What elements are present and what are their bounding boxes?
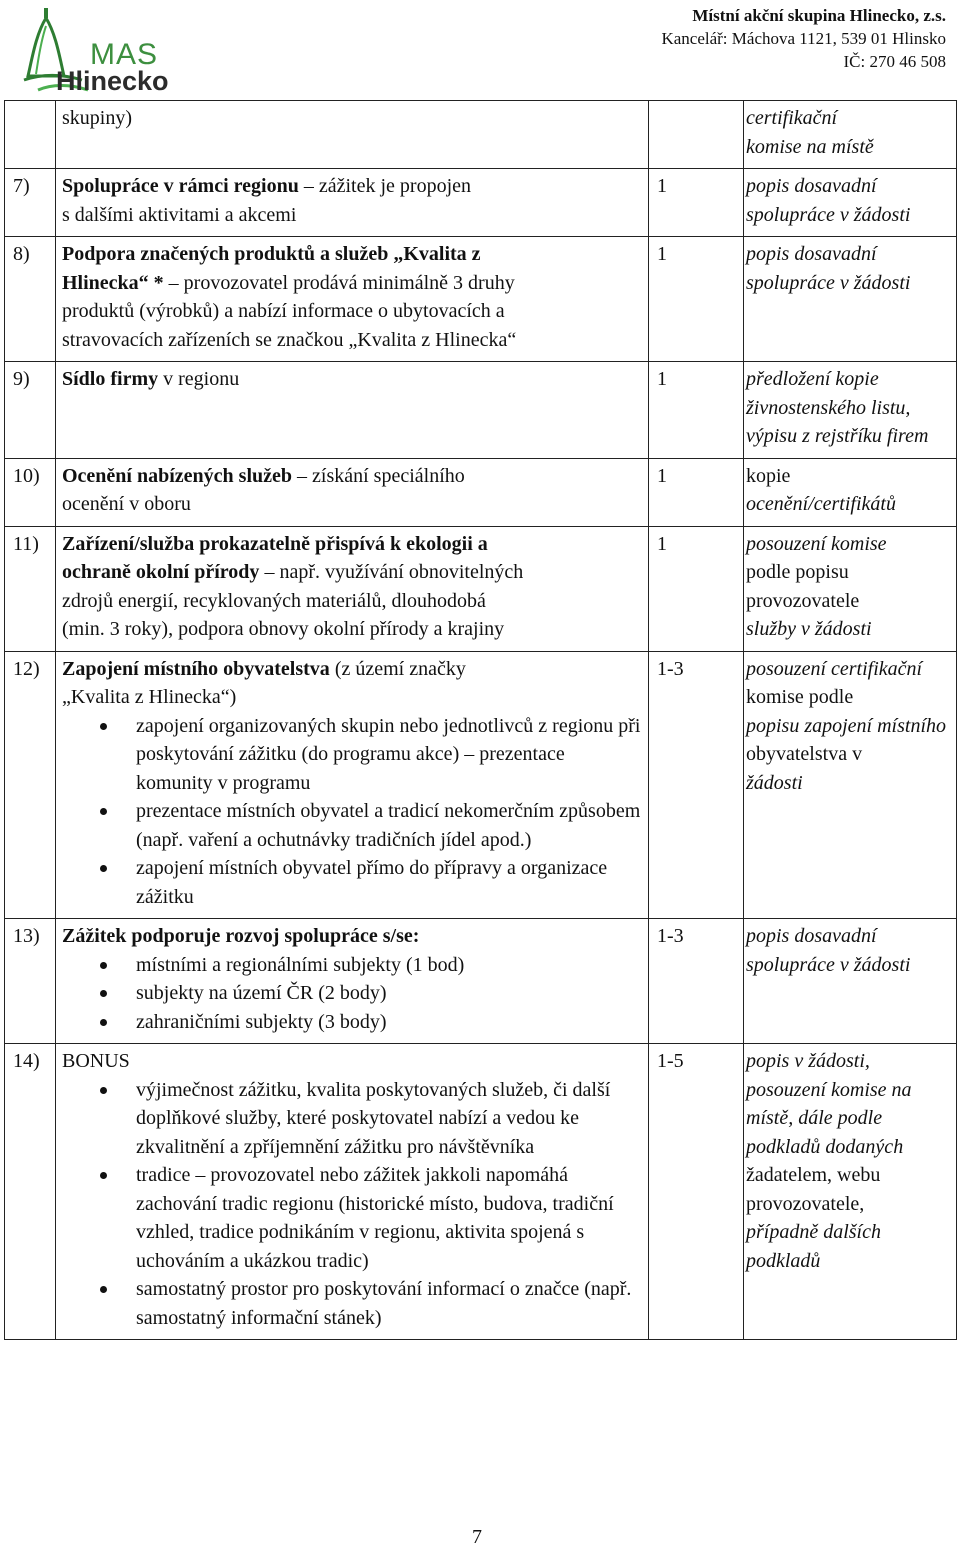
table-row <box>5 526 957 651</box>
evidence-cell: popis v žádosti, posouzení komise na místě, dále podle podkladů dodaných žadatelem, webu provozovatele, případně dalších podkladů <box>744 1044 957 1340</box>
evidence-cell: popis dosavadní spolupráce v žádosti <box>744 237 957 362</box>
evidence-cell: posouzení komise podle popisu provozovatele služby v žádosti <box>744 526 957 651</box>
points: 1 <box>649 526 744 651</box>
org-name: Místní akční skupina Hlinecko, z.s. <box>692 6 946 25</box>
org-ic: IČ: 270 46 508 <box>843 52 946 71</box>
criterion-text: Zařízení/služba prokazatelně přispívá k ekologii a ochraně okolní přírody – např. využívání obnovitelných zdrojů energií, recyklovaných materiálů, dlouhodobá (min. 3 roky), podpora obnovy okolní přírody a krajiny <box>56 526 649 651</box>
row-number: 12) <box>5 651 56 919</box>
criterion-text: Zapojení místního obyvatelstva (z území značky „Kvalita z Hlinecka“) zapojení organizovaných skupin nebo jednotlivců z regionu při poskytování zážitku (do programu akce) – prezentace komunity v programu prezentace místních obyvatel a tradicí nekomerčním způsobem (např. vaření a ochutnávky tradičních jídel apod.) zapojení místních obyvatel přímo do přípravy a organizace zážitku <box>56 651 649 919</box>
table-row <box>5 651 957 919</box>
row-number: 11) <box>5 526 56 651</box>
list-item: zapojení místních obyvatel přímo do přípravy a organizace zážitku <box>136 854 642 911</box>
criterion-text: BONUS výjimečnost zážitku, kvalita poskytovaných služeb, či další doplňkové služby, které poskytovatel nabízí a vedou ke zkvalitnění a zpříjemnění zážitku pro návštěvníka tradice – provozovatel nebo zážitek jakkoli napomáhá zachování tradic regionu (historické místo, budova, tradiční vzhled, tradice podnikáním v regionu, aktivita spojená s uchováním a ukázkou tradic) samostatný prostor pro poskytování informací o značce (např. samostatný informační stánek) <box>56 1044 649 1340</box>
points: 1-3 <box>649 919 744 1044</box>
list-item: prezentace místních obyvatel a tradicí nekomerčním způsobem (např. vaření a ochutnávky tradičních jídel apod.) <box>136 797 642 854</box>
bullet-icon <box>100 990 107 997</box>
criteria-table <box>4 100 957 1340</box>
points: 1-3 <box>649 651 744 919</box>
list-item: subjekty na území ČR (2 body) <box>136 979 642 1008</box>
list-item: zapojení organizovaných skupin nebo jednotlivců z regionu při poskytování zážitku (do programu akce) – prezentace komunity v programu <box>136 712 642 798</box>
bullet-icon <box>100 1087 107 1094</box>
table-row <box>5 169 957 237</box>
organization-info <box>661 4 946 73</box>
mas-hlinecko-logo <box>22 4 222 100</box>
evidence-cell: předložení kopie živnostenského listu, výpisu z rejstříku firem <box>744 362 957 459</box>
logo-hlinecko-text: Hlinecko <box>56 66 169 96</box>
evidence-cell: popis dosavadní spolupráce v žádosti <box>744 169 957 237</box>
bullet-icon <box>100 723 107 730</box>
bullet-icon <box>100 1019 107 1026</box>
table-row <box>5 1044 957 1340</box>
page-header <box>0 0 960 100</box>
row-number: 8) <box>5 237 56 362</box>
evidence-cell: popis dosavadní spolupráce v žádosti <box>744 919 957 1044</box>
list-item: místními a regionálními subjekty (1 bod) <box>136 951 642 980</box>
list-item: výjimečnost zážitku, kvalita poskytovaných služeb, či další doplňkové služby, které poskytovatel nabízí a vedou ke zkvalitnění a zpříjemnění zážitku pro návštěvníka <box>136 1076 642 1162</box>
table-row <box>5 919 957 1044</box>
bullet-icon <box>100 962 107 969</box>
list-item: zahraničními subjekty (3 body) <box>136 1008 642 1037</box>
evidence-cell: certifikační komise na místě <box>744 101 957 169</box>
points: 1 <box>649 169 744 237</box>
table-row <box>5 101 957 169</box>
row-number: 7) <box>5 169 56 237</box>
bullet-icon <box>100 1286 107 1293</box>
row-number: 9) <box>5 362 56 459</box>
bullet-list <box>62 712 642 912</box>
table-row <box>5 237 957 362</box>
org-address: Kancelář: Máchova 1121, 539 01 Hlinsko <box>661 29 946 48</box>
points: 1 <box>649 237 744 362</box>
logo-mas-text: MAS <box>90 38 159 71</box>
criterion-text: Ocenění nabízených služeb – získání speciálního ocenění v oboru <box>56 458 649 526</box>
row-number: 10) <box>5 458 56 526</box>
table-row <box>5 362 957 459</box>
points: 1-5 <box>649 1044 744 1340</box>
bullet-list <box>62 1076 642 1333</box>
criterion-text: Sídlo firmy v regionu <box>56 362 649 459</box>
criterion-text: Podpora značených produktů a služeb „Kvalita z Hlinecka“ * – provozovatel prodává minimálně 3 druhy produktů (výrobků) a nabízí informace o ubytovacích a stravovacích zařízeních se značkou „Kvalita z Hlinecka“ <box>56 237 649 362</box>
row-number: 13) <box>5 919 56 1044</box>
row-text: skupiny) <box>62 107 132 129</box>
list-item: samostatný prostor pro poskytování informací o značce (např. samostatný informační stánek) <box>136 1275 642 1332</box>
criterion-text: Zážitek podporuje rozvoj spolupráce s/se: místními a regionálními subjekty (1 bod) subjekty na území ČR (2 body) zahraničními subjekty (3 body) <box>56 919 649 1044</box>
bullet-icon <box>100 1172 107 1179</box>
page-number: 7 <box>472 1526 482 1548</box>
points: 1 <box>649 458 744 526</box>
points: 1 <box>649 362 744 459</box>
bullet-list <box>62 951 642 1037</box>
bullet-icon <box>100 808 107 815</box>
list-item: tradice – provozovatel nebo zážitek jakkoli napomáhá zachování tradic regionu (historické místo, budova, tradiční vzhled, tradice podnikáním v regionu, aktivita spojená s uchováním a ukázkou tradic) <box>136 1161 642 1275</box>
criterion-text: Spolupráce v rámci regionu – zážitek je propojen s dalšími aktivitami a akcemi <box>56 169 649 237</box>
evidence-cell: posouzení certifikační komise podle popisu zapojení místního obyvatelstva v žádosti <box>744 651 957 919</box>
evidence-cell: kopie ocenění/certifikátů <box>744 458 957 526</box>
table-row <box>5 458 957 526</box>
row-number: 14) <box>5 1044 56 1340</box>
bullet-icon <box>100 865 107 872</box>
